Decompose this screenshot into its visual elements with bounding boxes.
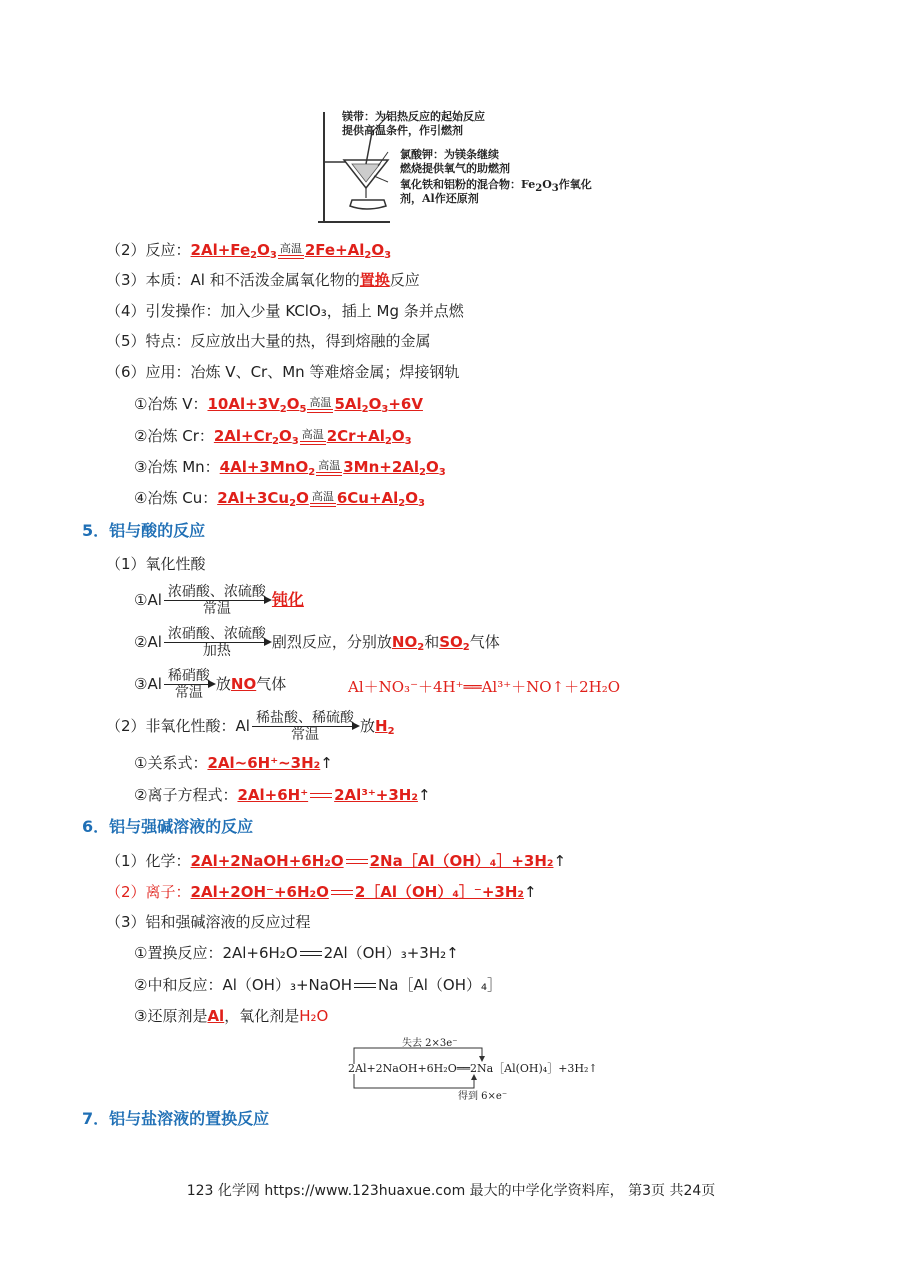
smelt-cr: ②冶炼 Cr：$2Al+Cr_2O_3$ 高温 $2Cr+Al_2O_3$ xyxy=(134,427,412,447)
process-step-1: ①置换反应：2Al+6H₂O 2Al（OH）₃+3H₂↑ xyxy=(134,944,459,962)
base-chem-line: （1）化学：2Al+2NaOH+6H₂O 2Na［Al（OH）₄］+3H₂↑ xyxy=(106,852,567,870)
acid-ionic-line: ②离子方程式：2Al+6H⁺ 2Al³⁺+3H₂↑ xyxy=(134,786,431,804)
acid-r2: ②Al 浓硝酸、浓硫酸 加热 剧烈反应，分别放$NO_2$和$SO_2$气体 xyxy=(134,626,500,659)
smelt-mn: ③冶炼 Mn：4Al+3MnO$_2$ 高温 $3Mn+2Al_2O_3$ xyxy=(134,458,446,478)
label-mixture: 氧化铁和铝粉的混合物：$Fe_2O_3$作氧化 xyxy=(400,178,592,194)
label-kclo3: 氯酸钾：为镁条继续 xyxy=(400,148,499,161)
relation-line: ①关系式：2Al~6H⁺~3H₂↑ xyxy=(134,754,333,772)
label-mg-strip: 镁带：为铝热反应的起始反应 xyxy=(342,110,485,123)
process-title: （3）铝和强碱溶液的反应过程 xyxy=(106,913,311,931)
label-mixture-2: 剂，Al作还原剂 xyxy=(400,192,479,205)
thermite-equation: $2Al+Fe_2O_3$ 高温 $2Fe+Al_2O_3$ xyxy=(190,241,392,261)
electron-transfer-diagram xyxy=(346,1034,598,1102)
feature-line: （5）特点：反应放出大量的热，得到熔融的金属 xyxy=(106,332,431,350)
section-5-heading: 5．铝与酸的反应 xyxy=(82,521,206,540)
passivation-keyword: 钝化 xyxy=(271,590,304,609)
electron-transfer-equation: 2Al+2NaOH+6H₂O══2Na［Al(OH)₄］+3H₂↑ xyxy=(348,1062,598,1075)
electron-gain-label: 得到 6×e⁻ xyxy=(458,1091,508,1102)
application-line: （6）应用：冶炼 V、Cr、Mn 等难熔金属；焊接钢轨 xyxy=(106,363,460,381)
base-ion-line: （2）离子：2Al+2OH⁻+6H₂O 2［Al（OH）₄］⁻+3H₂↑ xyxy=(106,883,537,901)
thermite-apparatus-diagram xyxy=(316,104,606,226)
item-label: （2）反应： xyxy=(106,241,191,259)
electron-lose-label: 失去 2×3e⁻ xyxy=(402,1038,458,1049)
smelt-cu: ④冶炼 Cu：$2Al+3Cu_2O$ 高温 $6Cu+Al_2O_3$ xyxy=(134,489,425,509)
smelt-v: ①冶炼 V：$10Al+3V_2O_5$ 高温 $5Al_2O_3+6V$ xyxy=(134,395,423,415)
process-step-3: ③还原剂是Al，氧化剂是H₂O xyxy=(134,1007,329,1025)
acid-r3: ③Al 稀硝酸 常温 放NO气体 xyxy=(134,668,287,701)
section-6-heading: 6．铝与强碱溶液的反应 xyxy=(82,817,254,836)
label-mg-strip-2: 提供高温条件，作引燃剂 xyxy=(342,124,463,137)
section-7-heading: 7．铝与盐溶液的置换反应 xyxy=(82,1109,270,1128)
process-step-2: ②中和反应：Al（OH）₃+NaOH Na［Al（OH）₄］ xyxy=(134,976,502,994)
page-footer: 123 化学网 https://www.123huaxue.com 最大的中学化学资料库， 第3页 共24页 xyxy=(186,1183,716,1199)
essence-line: （3）本质：Al 和不活泼金属氧化物的置换反应 xyxy=(106,271,420,289)
substitution-keyword: 置换 xyxy=(359,271,390,289)
dilute-nitric-ionic-equation: Al＋NO₃⁻＋4H⁺══Al³⁺＋NO↑＋2H₂O xyxy=(348,678,621,696)
reaction-line xyxy=(106,240,391,266)
acid-r1: ①Al 浓硝酸、浓硫酸 常温 钝化 xyxy=(134,584,304,617)
ignition-line: （4）引发操作：加入少量 KClO₃，插上 Mg 条并点燃 xyxy=(106,302,464,320)
non-oxidizing-acid: （2）非氧化性酸：Al 稀盐酸、稀硫酸 常温 放$H_2$ xyxy=(106,710,395,743)
label-kclo3-2: 燃烧提供氧气的助燃剂 xyxy=(400,162,510,175)
oxidizing-acid-title: （1）氧化性酸 xyxy=(106,555,206,573)
